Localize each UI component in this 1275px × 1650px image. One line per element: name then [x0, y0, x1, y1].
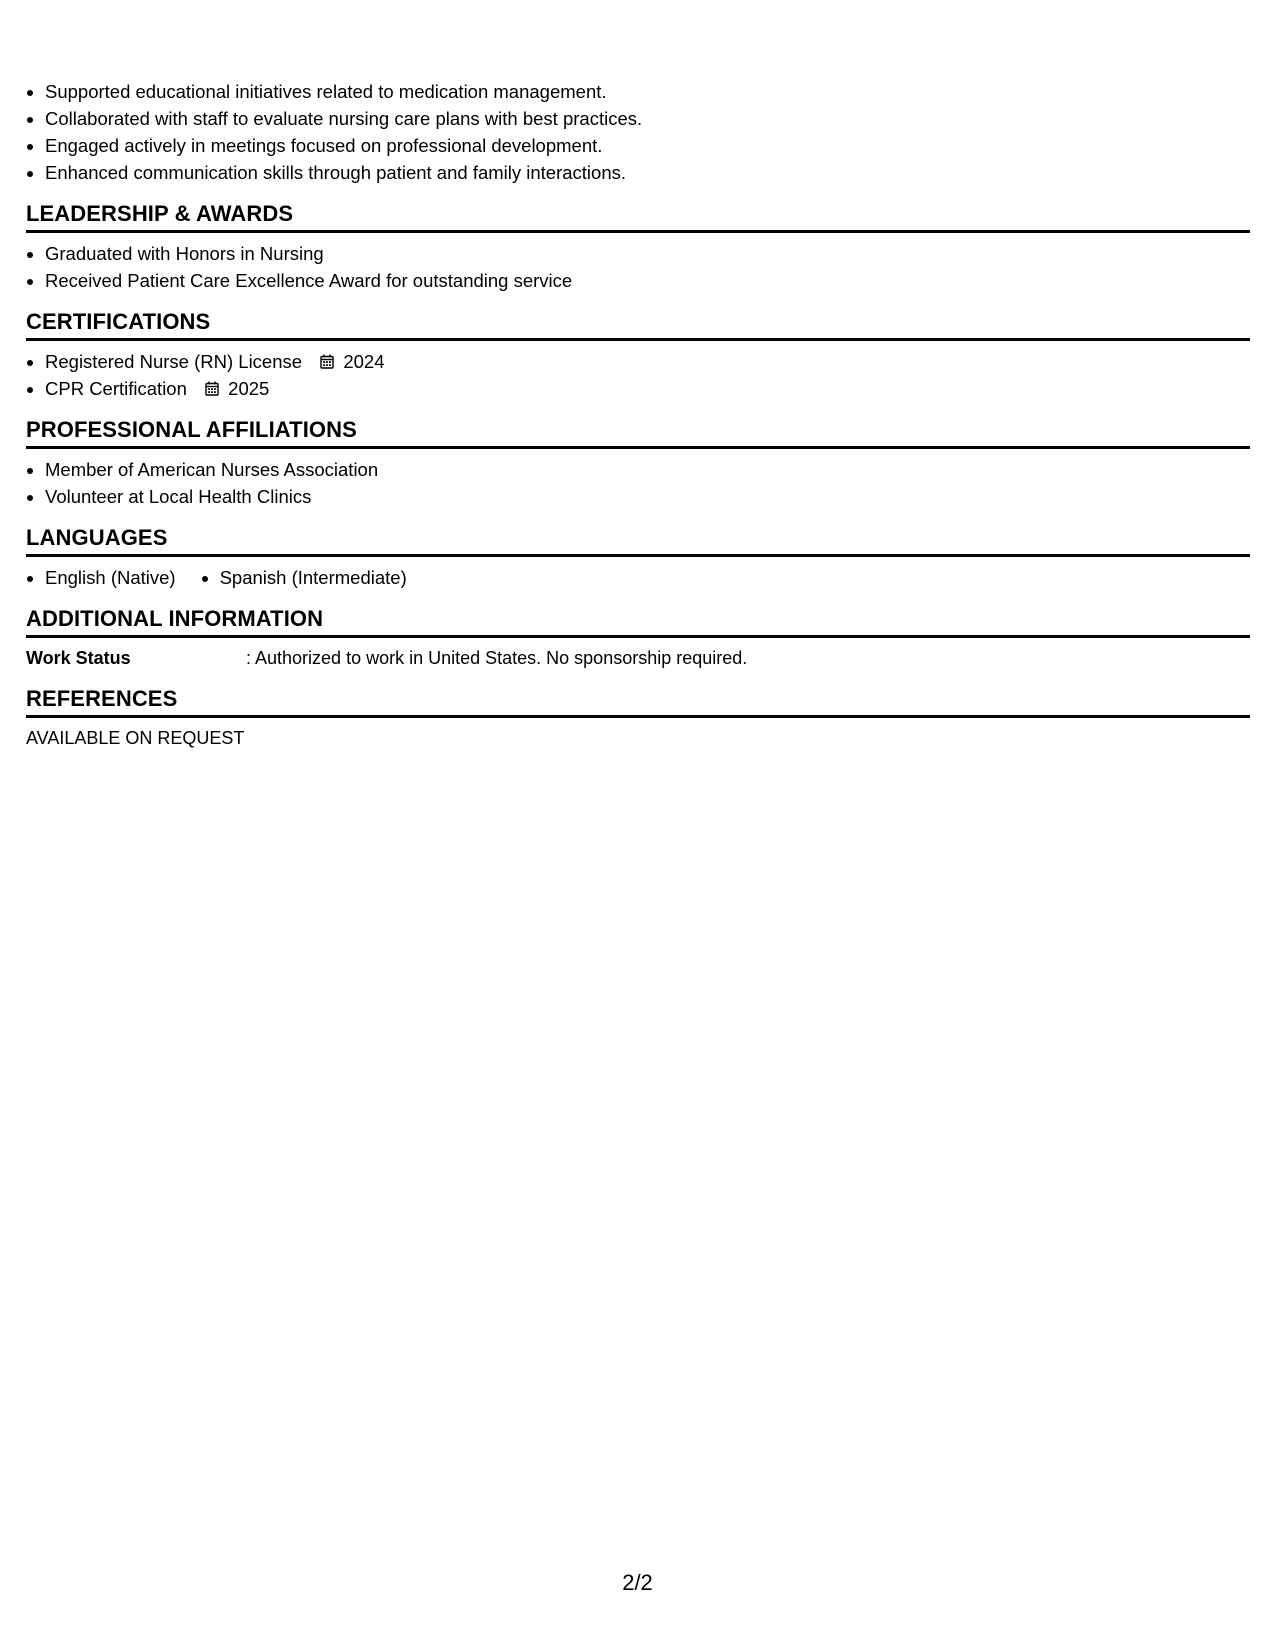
page-number: 2/2 — [622, 1570, 653, 1595]
additional-information-section — [26, 605, 1250, 671]
list-item: • Received Patient Care Excellence Award for outstanding service — [45, 267, 1250, 294]
list-item: • Enhanced communication skills through patient and family interactions. — [45, 159, 1250, 186]
languages-section — [26, 524, 1250, 591]
list-item: • English (Native) — [45, 564, 176, 591]
list-item: • Collaborated with staff to evaluate nursing care plans with best practices. — [45, 105, 1250, 132]
certifications-section — [26, 308, 1250, 402]
section-heading: PROFESSIONAL AFFILIATIONS — [26, 416, 1250, 449]
list-item — [45, 348, 1250, 375]
list-item — [45, 375, 1250, 402]
section-heading: LANGUAGES — [26, 524, 1250, 557]
work-status-value: : Authorized to work in United States. No sponsorship required. — [246, 648, 748, 668]
resume-page-2 — [26, 78, 1250, 751]
experience-bullet-list — [26, 78, 1250, 186]
work-status-label: Work Status — [26, 648, 131, 668]
certifications-list — [26, 348, 1250, 402]
affiliations-section — [26, 416, 1250, 510]
section-heading: CERTIFICATIONS — [26, 308, 1250, 341]
certification-name: CPR Certification — [45, 378, 187, 399]
section-heading: REFERENCES — [26, 685, 1250, 718]
references-section — [26, 685, 1250, 751]
certification-year: 2024 — [343, 351, 385, 372]
section-heading: ADDITIONAL INFORMATION — [26, 605, 1250, 638]
affiliations-list — [26, 456, 1250, 510]
certification-name: Registered Nurse (RN) License — [45, 351, 303, 372]
leadership-list — [26, 240, 1250, 294]
work-status-row — [26, 645, 1250, 671]
list-item: • Volunteer at Local Health Clinics — [45, 483, 1250, 510]
list-item: • Supported educational initiatives related to medication management. — [45, 78, 1250, 105]
references-text: AVAILABLE ON REQUEST — [26, 728, 245, 748]
leadership-section — [26, 200, 1250, 294]
section-heading: LEADERSHIP & AWARDS — [26, 200, 1250, 233]
languages-list — [26, 564, 1250, 591]
list-item: • Member of American Nurses Association — [45, 456, 1250, 483]
calendar-icon — [320, 354, 334, 369]
list-item: • Engaged actively in meetings focused on professional development. — [45, 132, 1250, 159]
list-item: • Graduated with Honors in Nursing — [45, 240, 1250, 267]
list-item: • Spanish (Intermediate) — [220, 564, 407, 591]
calendar-icon — [205, 381, 219, 396]
certification-year: 2025 — [228, 378, 270, 399]
